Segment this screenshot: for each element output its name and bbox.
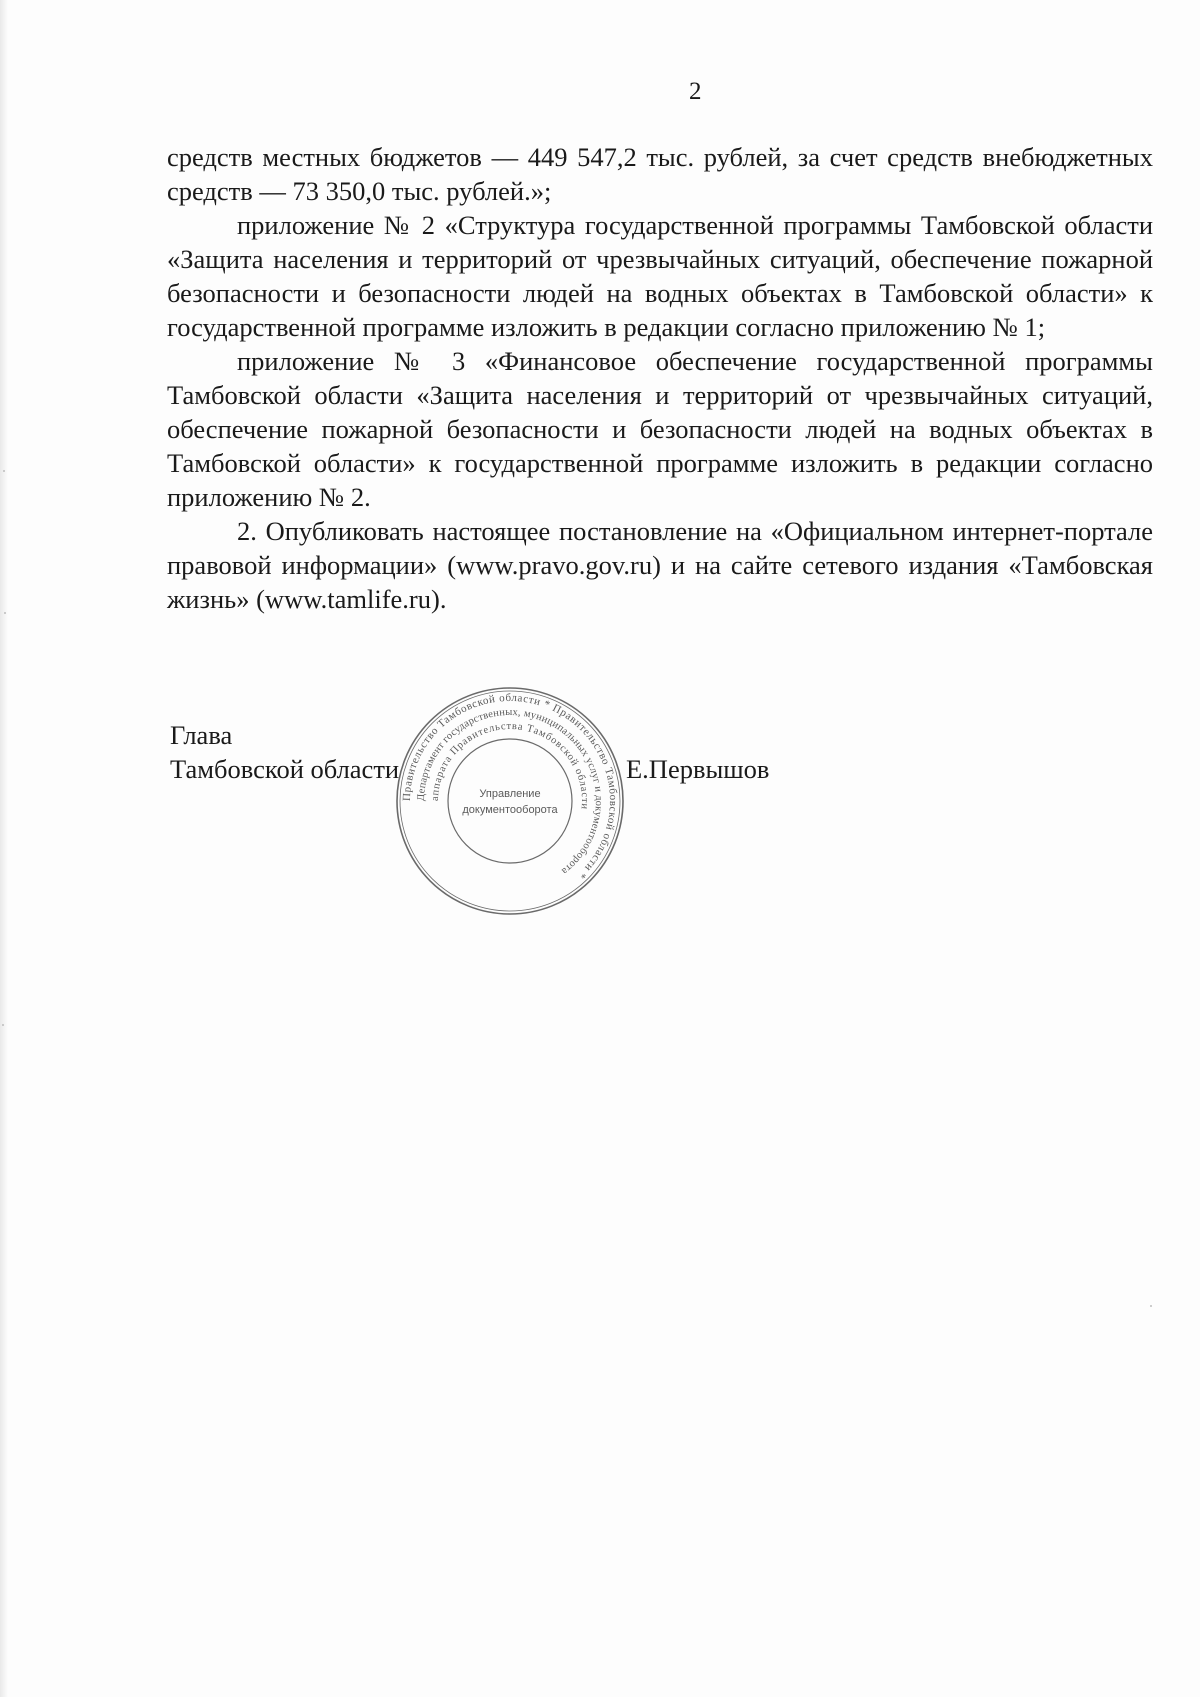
stamp-middle-text: Департамент государственных, муниципальных услуг и документооборота [415, 706, 605, 877]
paragraph-publication: 2. Опубликовать настоящее постановление на «Официальном интернет-портале правовой информации» (www.pravo.gov.ru) и на сайте сетевого издания «Тамбовская жизнь» (www.tamlife.ru). [167, 516, 1153, 614]
stamp-inner-text: аппарата Правительства Тамбовской области [429, 720, 591, 811]
scan-artifact [1150, 1305, 1152, 1307]
scan-artifact [4, 612, 6, 614]
paragraph-appendix-3: приложение № 3 «Финансовое обеспечение государственной программы Тамбовской области «Защита населения и территорий от чрезвычайных ситуаций, обеспечение пожарной безопасности и безопасности людей на водных объектах в Тамбовской области» к государственной программе изложить в редакции согласно приложению № 2. [167, 346, 1153, 512]
stamp-outer-text: Правительство Тамбовской области * Правительство Тамбовской области * [400, 691, 620, 882]
scan-edge-shadow [0, 0, 8, 1697]
stamp-center-line1: Управление [479, 788, 541, 800]
paragraph-budget-continuation: средств местных бюджетов — 449 547,2 тыс. рублей, за счет средств внебюджетных средств — 73 350,0 тыс. рублей.»; [167, 142, 1153, 206]
scan-artifact [3, 470, 5, 472]
signatory-title-line1: Глава [170, 720, 233, 750]
paragraph-appendix-2: приложение № 2 «Структура государственной программы Тамбовской области «Защита населения и территорий от чрезвычайных ситуаций, обеспечение пожарной безопасности и безопасности людей на водных объектах в Тамбовской области» к государственной программе изложить в редакции согласно приложению № 1; [167, 210, 1153, 342]
stamp-center-line2: документооборота [462, 804, 558, 816]
scan-artifact [2, 1024, 4, 1026]
official-stamp [393, 684, 627, 918]
page-number: 2 [689, 78, 702, 105]
signatory-title-line2: Тамбовской области [170, 754, 400, 784]
document-body [167, 140, 1153, 616]
signatory-name: Е.Первышов [626, 754, 770, 784]
